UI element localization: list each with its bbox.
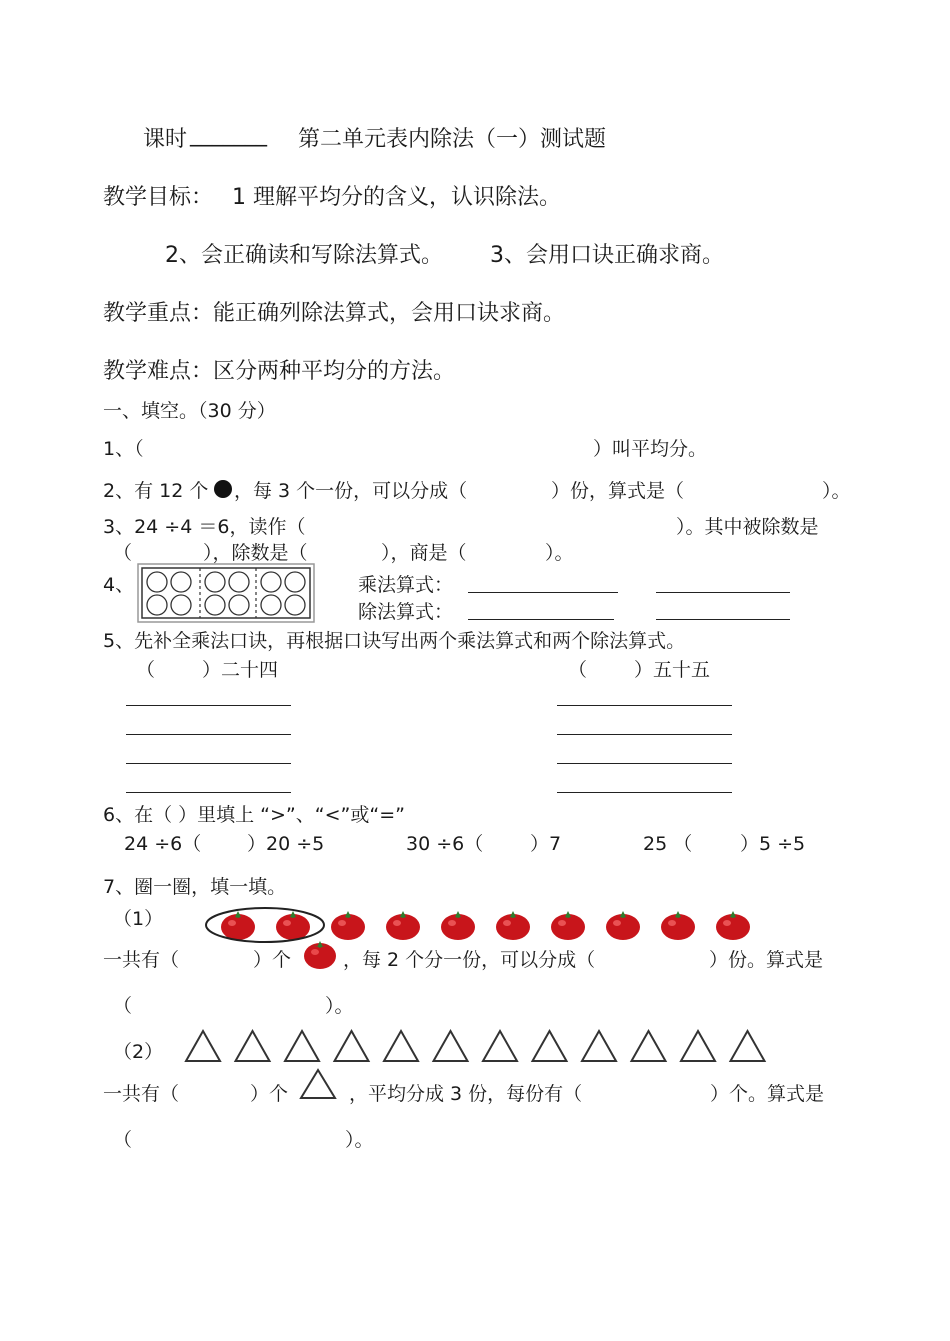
tomato-icon: [302, 936, 338, 970]
q2-text-1: 2、有 12 个: [103, 480, 209, 502]
q7-p2-label: （2）: [113, 1041, 164, 1063]
q7-p1-line1a: 一共有（: [103, 949, 180, 971]
q4-number: 4、: [103, 574, 135, 596]
q6-compare-3a: 25 （: [643, 833, 693, 855]
triangle-icon: [483, 1031, 517, 1061]
q5-right-line-4[interactable]: [557, 792, 732, 793]
tomato-icon: [221, 911, 255, 940]
lesson-label: 课时: [143, 127, 188, 152]
q6-compare-1b: ）20 ÷5: [247, 833, 325, 855]
q7-p1-label: （1）: [113, 908, 164, 930]
q5-left-paren: （: [136, 659, 156, 681]
q4-div-answer-1[interactable]: [468, 619, 614, 620]
black-dot-icon: [213, 479, 233, 499]
goals-label: 教学目标：: [103, 185, 214, 210]
q1-left: 1、（: [103, 438, 144, 460]
q7-p2-line1c: ，平均分成 3 份，每份有（: [349, 1083, 583, 1105]
tomato-row: [200, 903, 760, 949]
triangle-icon: [731, 1031, 765, 1061]
goal-2: 2、会正确读和写除法算式。: [165, 243, 443, 268]
triangle-icon: [335, 1031, 369, 1061]
q3-line2b: ），除数是（: [203, 542, 308, 564]
q4-mult-answer-1[interactable]: [468, 592, 618, 593]
triangle-icon: [632, 1031, 666, 1061]
q7-p1-line1c: ，每 2 个分一份，可以分成（: [343, 949, 596, 971]
triangle-icon: [186, 1031, 220, 1061]
tomato-icon: [386, 911, 420, 940]
triangle-row: [183, 1028, 773, 1068]
q3-line2c: ），商是（: [381, 542, 467, 564]
q7-p1-line2a: （: [113, 995, 133, 1017]
q7-p2-line2b: ）。: [345, 1129, 374, 1151]
triangle-icon: [533, 1031, 567, 1061]
goal-3: 3、会用口诀正确求商。: [490, 243, 724, 268]
q3-line2a: （: [113, 542, 133, 564]
section-title: 一、填空。（30 分）: [103, 400, 276, 422]
triangle-icon: [681, 1031, 715, 1061]
key-point: 教学重点：能正确列除法算式，会用口诀求商。: [103, 301, 566, 326]
q5-left-line-1[interactable]: [126, 705, 291, 706]
q6-compare-2a: 30 ÷6（: [406, 833, 484, 855]
lesson-blank[interactable]: _______: [190, 122, 267, 147]
q7-p2-line1d: ）个。算式是: [710, 1083, 825, 1105]
q4-mult-label: 乘法算式：: [358, 574, 454, 596]
q5-text: 5、先补全乘法口诀，再根据口诀写出两个乘法算式和两个除法算式。: [103, 630, 686, 652]
q4-div-label: 除法算式：: [358, 601, 454, 623]
q6-text: 6、在（ ）里填上 “>”、“<”或“=”: [103, 804, 405, 826]
tomato-icon: [716, 911, 750, 940]
difficulty: 教学难点：区分两种平均分的方法。: [103, 359, 456, 384]
goal-1: 1 理解平均分的含义，认识除法。: [232, 185, 561, 210]
q7-p1-line1d: ）份。算式是: [709, 949, 824, 971]
q6-compare-1a: 24 ÷6（: [124, 833, 202, 855]
tomato-icon: [441, 911, 475, 940]
circle-array-figure: [137, 563, 315, 623]
tomato-icon: [661, 911, 695, 940]
q5-left-line-2[interactable]: [126, 734, 291, 735]
tomato-icon: [606, 911, 640, 940]
q5-right-line-2[interactable]: [557, 734, 732, 735]
q5-right-paren: （: [568, 659, 588, 681]
q2-text-3: ）份，算式是（: [551, 480, 685, 502]
q5-right-line-1[interactable]: [557, 705, 732, 706]
q5-right-line-3[interactable]: [557, 763, 732, 764]
q5-left-line-3[interactable]: [126, 763, 291, 764]
q3-line1a: 3、24 ÷4 ＝6，读作（: [103, 516, 306, 538]
q5-right-rhyme: ）五十五: [634, 659, 711, 681]
q6-compare-2b: ）7: [530, 833, 562, 855]
triangle-icon: [236, 1031, 270, 1061]
q3-line2d: ）。: [545, 542, 574, 564]
q7-p2-line2a: （: [113, 1129, 133, 1151]
q2-text-2: ，每 3 个一份，可以分成（: [234, 480, 468, 502]
triangle-icon: [299, 1068, 337, 1100]
q7-text: 7、圈一圈，填一填。: [103, 876, 287, 898]
q7-p2-line1b: ）个: [250, 1083, 289, 1105]
triangle-icon: [285, 1031, 319, 1061]
q7-p1-line1b: ）个: [253, 949, 292, 971]
tomato-icon: [551, 911, 585, 940]
q7-p2-line1a: 一共有（: [103, 1083, 180, 1105]
q4-mult-answer-2[interactable]: [656, 592, 790, 593]
triangle-icon: [384, 1031, 418, 1061]
q2-text-4: ）。: [822, 480, 851, 502]
q1-right: ）叫平均分。: [593, 438, 708, 460]
tomato-icon: [496, 911, 530, 940]
q7-p1-line2b: ）。: [325, 995, 354, 1017]
triangle-icon: [582, 1031, 616, 1061]
q4-div-answer-2[interactable]: [656, 619, 790, 620]
q5-left-line-4[interactable]: [126, 792, 291, 793]
page-title: 第二单元表内除法（一）测试题: [298, 127, 607, 152]
q5-left-rhyme: ）二十四: [202, 659, 279, 681]
q6-compare-3b: ）5 ÷5: [740, 833, 806, 855]
triangle-icon: [434, 1031, 468, 1061]
q3-line1b: ）。其中被除数是: [676, 516, 819, 538]
